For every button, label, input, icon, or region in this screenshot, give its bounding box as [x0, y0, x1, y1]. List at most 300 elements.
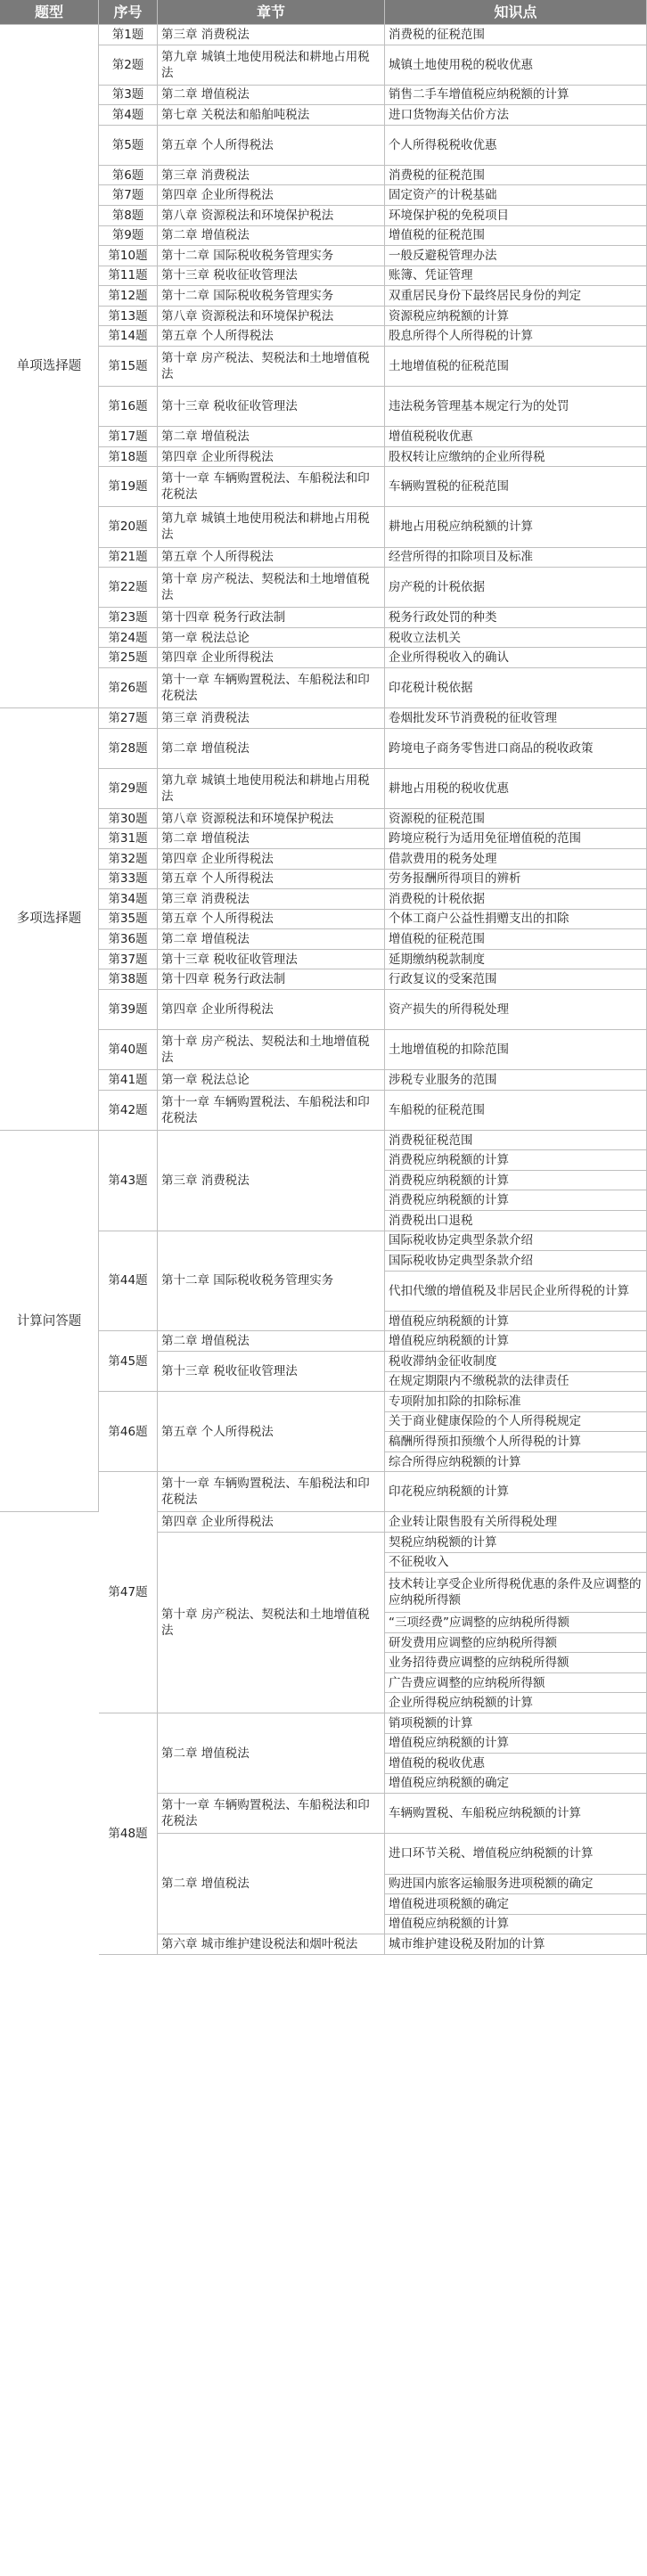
chapter-cell: [158, 568, 385, 608]
knowledge-point-cell-text: 车船税的征税范围: [389, 1102, 485, 1117]
knowledge-point-cell: [385, 668, 647, 708]
chapter-cell-text: 第四章 企业所得税法: [161, 1002, 274, 1017]
chapter-cell-text: 第十二章 国际税收税务管理实务: [161, 248, 334, 263]
question-type-cell-text: 单项选择题: [16, 359, 82, 374]
question-number-cell: [99, 507, 158, 547]
chapter-cell: [158, 185, 385, 206]
knowledge-point-cell: [385, 1713, 647, 1734]
knowledge-point-cell: [385, 1131, 647, 1151]
knowledge-point-cell: [385, 889, 647, 910]
knowledge-point-cell: [385, 126, 647, 166]
knowledge-point-cell: [385, 1794, 647, 1834]
header-type: [0, 0, 99, 25]
knowledge-point-cell-text: 代扣代缴的增值税及非居民企业所得税的计算: [389, 1283, 629, 1298]
chapter-cell-text: 第三章 消费税法: [161, 891, 250, 906]
question-number-cell: [99, 849, 158, 870]
knowledge-point-cell: [385, 1412, 647, 1433]
chapter-cell: [158, 769, 385, 809]
knowledge-point-cell-text: 消费税的计税依据: [389, 891, 485, 906]
question-number-cell: [99, 1331, 158, 1392]
knowledge-point-cell-text: 股权转让应缴纳的企业所得税: [389, 449, 545, 464]
chapter-cell: [158, 668, 385, 708]
knowledge-point-cell: [385, 929, 647, 950]
chapter-cell-text: 第十一章 车辆购置税法、车船税法和印花税法: [161, 1476, 370, 1508]
question-number-cell-text: 第14题: [108, 329, 148, 344]
knowledge-point-cell-text: 进口环节关税、增值税应纳税额的计算: [389, 1846, 594, 1861]
knowledge-point-cell-text: 资产损失的所得税处理: [389, 1002, 509, 1017]
question-number-cell-text: 第48题: [108, 1826, 148, 1841]
chapter-cell-text: 第十章 房产税法、契税法和土地增值税法: [161, 572, 370, 603]
header-number: [99, 0, 158, 25]
knowledge-point-cell: [385, 829, 647, 849]
chapter-cell-text: 第十三章 税收征收管理法: [161, 268, 298, 283]
knowledge-point-cell-text: 延期缴纳税款制度: [389, 952, 485, 967]
question-number-cell: [99, 166, 158, 186]
chapter-cell-text: 第十一章 车辆购置税法、车船税法和印花税法: [161, 1094, 370, 1125]
knowledge-point-cell: [385, 467, 647, 507]
knowledge-point-cell: [385, 185, 647, 206]
knowledge-point-cell: [385, 990, 647, 1030]
knowledge-point-cell: [385, 1875, 647, 1895]
knowledge-point-cell-text: 税收立法机关: [389, 630, 461, 645]
question-number-cell-text: 第20题: [108, 519, 148, 535]
question-number-cell: [99, 729, 158, 769]
question-number-cell: [99, 326, 158, 347]
question-number-cell: [99, 266, 158, 287]
chapter-cell: [158, 548, 385, 568]
chapter-cell: [158, 990, 385, 1030]
question-number-cell-text: 第1题: [111, 27, 144, 42]
knowledge-point-cell: [385, 1231, 647, 1252]
chapter-cell-text: 第九章 城镇土地使用税法和耕地占用税法: [161, 511, 370, 543]
knowledge-point-cell: [385, 307, 647, 327]
chapter-cell-text: 第五章 个人所得税法: [161, 871, 274, 887]
knowledge-point-cell-text: 土地增值税的征税范围: [389, 359, 509, 373]
question-number-cell: [99, 467, 158, 507]
knowledge-point-cell: [385, 226, 647, 247]
chapter-cell: [158, 1091, 385, 1131]
question-number-cell-text: 第10题: [108, 248, 148, 263]
chapter-cell-text: 第十一章 车辆购置税法、车船税法和印花税法: [161, 471, 370, 503]
knowledge-point-cell: [385, 1452, 647, 1473]
knowledge-point-cell: [385, 1934, 647, 1955]
knowledge-point-cell-text: “三项经费”应调整的应纳税所得额: [389, 1615, 569, 1630]
chapter-cell: [158, 628, 385, 649]
chapter-cell: [158, 829, 385, 849]
knowledge-point-cell: [385, 1251, 647, 1272]
chapter-cell: [158, 126, 385, 166]
chapter-cell-text: 第一章 税法总论: [161, 630, 250, 645]
chapter-cell: [158, 347, 385, 387]
chapter-cell-text: 第四章 企业所得税法: [161, 851, 274, 866]
chapter-cell-text: 第十四章 税务行政法制: [161, 972, 286, 987]
knowledge-point-cell-text: 业务招待费应调整的应纳税所得额: [389, 1656, 569, 1671]
question-number-cell-text: 第19题: [108, 479, 148, 495]
knowledge-point-cell-text: 耕地占用税应纳税额的计算: [389, 519, 533, 535]
knowledge-point-cell-text: 城镇土地使用税的税收优惠: [389, 57, 533, 72]
knowledge-point-cell-text: 跨境应税行为适用免征增值税的范围: [389, 831, 581, 846]
knowledge-point-cell: [385, 166, 647, 186]
knowledge-point-cell: [385, 708, 647, 729]
knowledge-point-cell: [385, 1512, 647, 1533]
knowledge-point-cell-text: 增值税进项税额的确定: [389, 1896, 509, 1911]
chapter-cell: [158, 25, 385, 45]
question-number-cell: [99, 708, 158, 729]
knowledge-point-cell: [385, 387, 647, 427]
knowledge-point-cell-text: 借款费用的税务处理: [389, 851, 497, 866]
question-number-cell-text: 第11题: [108, 268, 148, 283]
question-type-cell-text: 多项选择题: [16, 912, 82, 927]
knowledge-point-cell: [385, 246, 647, 266]
knowledge-point-cell-text: 劳务报酬所得项目的辨析: [389, 871, 521, 887]
knowledge-point-cell: [385, 950, 647, 970]
knowledge-point-cell-text: 消费税应纳税额的计算: [389, 1173, 509, 1188]
knowledge-point-cell: [385, 1633, 647, 1654]
knowledge-point-cell: [385, 25, 647, 45]
knowledge-point-cell: [385, 1472, 647, 1512]
question-number-cell: [99, 829, 158, 849]
knowledge-point-cell: [385, 1091, 647, 1131]
knowledge-point-cell: [385, 427, 647, 447]
knowledge-point-cell-text: 增值税应纳税额的计算: [389, 1334, 509, 1349]
chapter-cell: [158, 1070, 385, 1091]
chapter-cell-text: 第七章 关税法和船舶吨税法: [161, 108, 310, 122]
question-number-cell-text: 第43题: [108, 1173, 148, 1188]
header-chapter-text: 章节: [256, 3, 285, 20]
chapter-cell: [158, 326, 385, 347]
knowledge-point-cell-text: 股息所得个人所得税的计算: [389, 329, 533, 344]
question-number-cell: [99, 286, 158, 307]
knowledge-point-cell: [385, 1915, 647, 1935]
question-number-cell: [99, 387, 158, 427]
question-number-cell: [99, 25, 158, 45]
knowledge-point-cell-text: 不征税收入: [389, 1555, 449, 1570]
question-number-cell: [99, 86, 158, 106]
knowledge-point-cell-text: 环境保护税的免税项目: [389, 208, 509, 223]
chapter-cell: [158, 950, 385, 970]
knowledge-point-cell-text: 车辆购置税、车船税应纳税额的计算: [389, 1806, 581, 1821]
knowledge-point-cell: [385, 1553, 647, 1574]
question-number-cell: [99, 45, 158, 86]
chapter-cell: [158, 507, 385, 547]
chapter-cell: [158, 849, 385, 870]
chapter-cell: [158, 1512, 385, 1533]
question-number-cell: [99, 1131, 158, 1231]
chapter-cell: [158, 708, 385, 729]
chapter-cell: [158, 307, 385, 327]
chapter-cell: [158, 1713, 385, 1794]
question-number-cell-text: 第12题: [108, 289, 148, 304]
question-number-cell-text: 第40题: [108, 1043, 148, 1058]
knowledge-point-cell: [385, 286, 647, 307]
knowledge-point-cell-text: 税收滞纳金征收制度: [389, 1353, 497, 1369]
knowledge-point-cell-text: 增值税应纳税额的计算: [389, 1313, 509, 1329]
knowledge-point-cell-text: 销售二手车增值税应纳税额的计算: [389, 87, 569, 102]
knowledge-point-cell: [385, 1734, 647, 1754]
chapter-cell: [158, 1934, 385, 1955]
chapter-cell: [158, 86, 385, 106]
knowledge-point-cell-text: 土地增值税的扣除范围: [389, 1043, 509, 1058]
question-number-cell-text: 第22题: [108, 580, 148, 595]
knowledge-point-cell: [385, 1653, 647, 1673]
chapter-cell-text: 第十一章 车辆购置税法、车船税法和印花税法: [161, 1798, 370, 1829]
chapter-cell-text: 第九章 城镇土地使用税法和耕地占用税法: [161, 49, 370, 80]
chapter-cell-text: 第一章 税法总论: [161, 1072, 250, 1087]
knowledge-point-cell: [385, 969, 647, 990]
question-number-cell-text: 第44题: [108, 1273, 148, 1288]
chapter-cell: [158, 45, 385, 86]
chapter-cell: [158, 910, 385, 930]
knowledge-point-cell: [385, 1312, 647, 1332]
knowledge-point-cell: [385, 1352, 647, 1372]
knowledge-point-cell: [385, 568, 647, 608]
knowledge-point-cell-text: 企业转让限售股有关所得税处理: [389, 1515, 557, 1530]
knowledge-point-cell-text: 资源税应纳税额的计算: [389, 308, 509, 323]
chapter-cell: [158, 1030, 385, 1070]
chapter-cell-text: 第二章 增值税法: [161, 228, 250, 243]
knowledge-point-cell-text: 跨境电子商务零售进口商品的税收政策: [389, 740, 594, 756]
knowledge-point-cell: [385, 548, 647, 568]
knowledge-point-cell: [385, 1372, 647, 1393]
knowledge-point-cell-text: 关于商业健康保险的个人所得税规定: [389, 1414, 581, 1429]
knowledge-point-cell-text: 耕地占用税的税收优惠: [389, 781, 509, 796]
knowledge-point-cell: [385, 1533, 647, 1553]
chapter-cell: [158, 1472, 385, 1512]
question-number-cell: [99, 105, 158, 126]
chapter-cell: [158, 1131, 385, 1231]
knowledge-point-cell: [385, 769, 647, 809]
knowledge-point-cell-text: 消费税的征税范围: [389, 27, 485, 42]
knowledge-point-cell-text: 企业所得税应纳税额的计算: [389, 1696, 533, 1711]
chapter-cell-text: 第十章 房产税法、契税法和土地增值税法: [161, 1607, 370, 1639]
chapter-cell-text: 第四章 企业所得税法: [161, 650, 274, 666]
knowledge-point-cell-text: 企业所得税收入的确认: [389, 650, 509, 666]
chapter-cell-text: 第十三章 税收征收管理法: [161, 1364, 298, 1378]
question-number-cell-text: 第31题: [108, 831, 148, 846]
chapter-cell: [158, 387, 385, 427]
knowledge-point-cell-text: 增值税应纳税额的确定: [389, 1776, 509, 1791]
knowledge-point-cell: [385, 628, 647, 649]
question-number-cell: [99, 347, 158, 387]
chapter-cell-text: 第二章 增值税法: [161, 1334, 250, 1349]
header-knowledge-text: 知识点: [494, 3, 537, 20]
chapter-cell-text: 第二章 增值税法: [161, 429, 250, 444]
chapter-cell: [158, 889, 385, 910]
chapter-cell: [158, 929, 385, 950]
knowledge-point-cell-text: 国际税收协定典型条款介绍: [389, 1253, 533, 1268]
knowledge-point-cell-text: 城市维护建设税及附加的计算: [389, 1936, 545, 1951]
question-number-cell-text: 第4题: [111, 108, 144, 122]
question-number-cell-text: 第34题: [108, 891, 148, 906]
question-number-cell-text: 第36题: [108, 931, 148, 946]
chapter-cell: [158, 206, 385, 226]
chapter-cell: [158, 1352, 385, 1392]
knowledge-point-cell: [385, 608, 647, 628]
knowledge-point-cell: [385, 105, 647, 126]
question-number-cell-text: 第46题: [108, 1424, 148, 1439]
question-number-cell-text: 第15题: [108, 359, 148, 373]
question-number-cell: [99, 990, 158, 1030]
chapter-cell-text: 第八章 资源税法和环境保护税法: [161, 811, 334, 826]
chapter-cell-text: 第十章 房产税法、契税法和土地增值税法: [161, 1034, 370, 1066]
knowledge-point-cell-text: 涉税专业服务的范围: [389, 1072, 497, 1087]
chapter-cell-text: 第五章 个人所得税法: [161, 1424, 274, 1439]
question-number-cell: [99, 950, 158, 970]
knowledge-point-cell-text: 购进国内旅客运输服务进项税额的确定: [389, 1877, 594, 1892]
knowledge-point-cell-text: 契税应纳税额的计算: [389, 1534, 497, 1550]
question-number-cell: [99, 608, 158, 628]
chapter-cell-text: 第三章 消费税法: [161, 168, 250, 183]
knowledge-point-cell-text: 税务行政处罚的种类: [389, 610, 497, 625]
chapter-cell-text: 第五章 个人所得税法: [161, 912, 274, 927]
knowledge-point-cell-text: 违法税务管理基本规定行为的处罚: [389, 399, 569, 414]
knowledge-point-cell: [385, 870, 647, 890]
question-number-cell-text: 第47题: [108, 1585, 148, 1600]
knowledge-point-cell-text: 广告费应调整的应纳税所得额: [389, 1675, 545, 1690]
chapter-cell: [158, 246, 385, 266]
question-number-cell-text: 第35题: [108, 912, 148, 927]
knowledge-point-cell-text: 国际税收协定典型条款介绍: [389, 1233, 533, 1248]
knowledge-point-cell: [385, 1774, 647, 1795]
knowledge-point-cell: [385, 1150, 647, 1171]
question-number-cell-text: 第2题: [111, 57, 144, 72]
chapter-cell: [158, 447, 385, 468]
chapter-cell: [158, 1331, 385, 1352]
knowledge-point-cell: [385, 266, 647, 287]
question-number-cell-text: 第45题: [108, 1353, 148, 1369]
question-number-cell: [99, 628, 158, 649]
knowledge-point-cell: [385, 206, 647, 226]
question-number-cell-text: 第5题: [111, 137, 144, 152]
knowledge-point-cell-text: 消费税应纳税额的计算: [389, 1153, 509, 1168]
question-number-cell-text: 第16题: [108, 399, 148, 414]
knowledge-point-cell-text: 一般反避税管理办法: [389, 248, 497, 263]
knowledge-point-cell-text: 房产税的计税依据: [389, 580, 485, 595]
question-number-cell: [99, 910, 158, 930]
knowledge-point-cell: [385, 326, 647, 347]
knowledge-point-cell-text: 研发费用应调整的应纳税所得额: [389, 1635, 557, 1650]
knowledge-point-cell-text: 消费税征税范围: [389, 1133, 473, 1148]
chapter-cell-text: 第二章 增值税法: [161, 740, 250, 756]
knowledge-point-cell-text: 行政复议的受案范围: [389, 972, 497, 987]
question-type-cell: [0, 708, 99, 1131]
question-number-cell-text: 第38题: [108, 972, 148, 987]
question-number-cell: [99, 969, 158, 990]
chapter-cell-text: 第六章 城市维护建设税法和烟叶税法: [161, 1936, 358, 1951]
knowledge-point-cell: [385, 809, 647, 830]
chapter-cell: [158, 266, 385, 287]
question-number-cell: [99, 307, 158, 327]
question-number-cell-text: 第32题: [108, 851, 148, 866]
chapter-cell-text: 第二章 增值税法: [161, 931, 250, 946]
chapter-cell-text: 第四章 企业所得税法: [161, 1515, 274, 1530]
chapter-cell-text: 第八章 资源税法和环境保护税法: [161, 308, 334, 323]
chapter-cell-text: 第三章 消费税法: [161, 27, 250, 42]
chapter-cell: [158, 729, 385, 769]
chapter-cell: [158, 286, 385, 307]
chapter-cell-text: 第二章 增值税法: [161, 87, 250, 102]
knowledge-point-cell: [385, 1573, 647, 1613]
knowledge-point-cell-text: 印花税计税依据: [389, 680, 473, 695]
question-type-cell: [0, 1131, 99, 1513]
knowledge-point-cell: [385, 1613, 647, 1633]
question-number-cell-text: 第28题: [108, 740, 148, 756]
chapter-cell: [158, 1231, 385, 1332]
knowledge-point-cell: [385, 1171, 647, 1191]
chapter-cell-text: 第十章 房产税法、契税法和土地增值税法: [161, 351, 370, 381]
question-number-cell-text: 第30题: [108, 811, 148, 826]
knowledge-point-cell-text: 增值税的征税范围: [389, 228, 485, 243]
header-knowledge: [385, 0, 647, 25]
knowledge-point-cell: [385, 1190, 647, 1211]
knowledge-point-cell: [385, 1673, 647, 1694]
question-number-cell: [99, 1392, 158, 1472]
chapter-cell: [158, 809, 385, 830]
knowledge-point-cell-text: 车辆购置税的征税范围: [389, 479, 509, 495]
question-number-cell: [99, 929, 158, 950]
knowledge-point-cell: [385, 1834, 647, 1874]
knowledge-point-cell: [385, 1331, 647, 1352]
chapter-cell-text: 第三章 消费税法: [161, 1173, 250, 1188]
question-number-cell-text: 第8题: [111, 208, 144, 223]
question-number-cell-text: 第33题: [108, 871, 148, 887]
question-number-cell-text: 第3题: [111, 87, 144, 102]
knowledge-point-cell: [385, 1754, 647, 1774]
question-number-cell: [99, 668, 158, 708]
question-number-cell: [99, 809, 158, 830]
chapter-cell-text: 第四章 企业所得税法: [161, 188, 274, 203]
chapter-cell-text: 第十三章 税收征收管理法: [161, 952, 298, 967]
knowledge-point-cell-text: 销项税额的计算: [389, 1715, 473, 1730]
knowledge-point-cell: [385, 1392, 647, 1412]
question-type-cell-text: 计算问答题: [16, 1313, 82, 1329]
chapter-cell: [158, 648, 385, 668]
knowledge-point-cell-text: 进口货物海关估价方法: [389, 108, 509, 122]
knowledge-point-cell-text: 资源税的征税范围: [389, 811, 485, 826]
chapter-cell-text: 第十三章 税收征收管理法: [161, 399, 298, 414]
chapter-cell: [158, 1794, 385, 1834]
question-number-cell: [99, 870, 158, 890]
chapter-cell-text: 第八章 资源税法和环境保护税法: [161, 208, 334, 223]
chapter-cell-text: 第五章 个人所得税法: [161, 329, 274, 344]
header-type-text: 题型: [34, 3, 63, 20]
knowledge-point-cell-text: 稿酬所得预扣预缴个人所得税的计算: [389, 1434, 581, 1449]
question-number-cell-text: 第21题: [108, 550, 148, 565]
knowledge-point-cell-text: 专项附加扣除的扣除标准: [389, 1394, 521, 1409]
question-number-cell-text: 第39题: [108, 1002, 148, 1017]
question-number-cell-text: 第7题: [111, 188, 144, 203]
question-number-cell-text: 第18题: [108, 449, 148, 464]
chapter-cell: [158, 427, 385, 447]
question-number-cell-text: 第13题: [108, 308, 148, 323]
chapter-cell: [158, 608, 385, 628]
knowledge-point-cell-text: 增值税应纳税额的计算: [389, 1917, 509, 1932]
question-number-cell: [99, 206, 158, 226]
chapter-cell-text: 第九章 城镇土地使用税法和耕地占用税法: [161, 773, 370, 804]
knowledge-point-cell-text: 双重居民身份下最终居民身份的判定: [389, 289, 581, 304]
chapter-cell-text: 第五章 个人所得税法: [161, 137, 274, 152]
chapter-cell-text: 第四章 企业所得税法: [161, 449, 274, 464]
knowledge-point-cell-text: 消费税应纳税额的计算: [389, 1193, 509, 1208]
chapter-cell-text: 第十一章 车辆购置税法、车船税法和印花税法: [161, 672, 370, 703]
knowledge-point-cell: [385, 910, 647, 930]
question-number-cell-text: 第27题: [108, 710, 148, 725]
question-number-cell-text: 第24题: [108, 630, 148, 645]
question-number-cell: [99, 548, 158, 568]
question-number-cell-text: 第6题: [111, 168, 144, 183]
question-number-cell-text: 第41题: [108, 1072, 148, 1087]
question-number-cell: [99, 1472, 158, 1713]
